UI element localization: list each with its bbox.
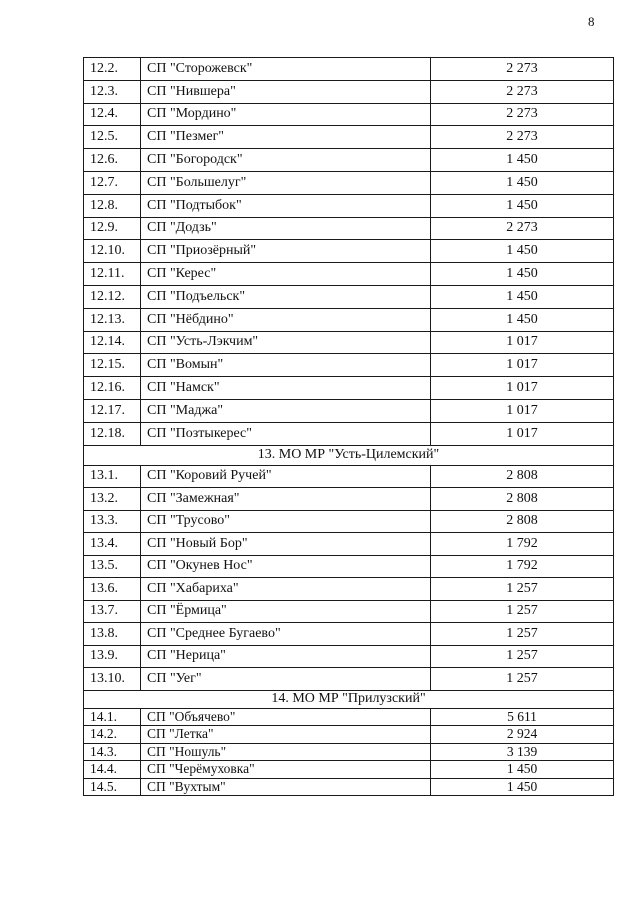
row-value: 2 273 [431,126,614,149]
settlement-name: СП "Вомын" [141,354,431,377]
settlement-name: СП "Подтыбок" [141,194,431,217]
section-header: 13. МО МР "Усть-Цилемский" [84,445,614,465]
table-row [84,149,614,172]
settlement-name: СП "Ёрмица" [141,600,431,623]
row-value: 1 792 [431,555,614,578]
row-value: 2 808 [431,510,614,533]
row-number: 12.11. [84,263,141,286]
row-number: 13.10. [84,668,141,691]
settlement-name: СП "Уег" [141,668,431,691]
table-row [84,331,614,354]
table-row [84,58,614,81]
section-header-row [84,690,614,708]
table-row [84,623,614,646]
row-value: 1 450 [431,778,614,796]
row-number: 12.3. [84,80,141,103]
table-row [84,578,614,601]
table-row [84,80,614,103]
table-row [84,708,614,726]
row-value: 3 139 [431,743,614,761]
row-number: 12.6. [84,149,141,172]
table-row [84,761,614,779]
settlement-name: СП "Нерица" [141,645,431,668]
row-number: 12.2. [84,58,141,81]
table-row [84,555,614,578]
table-row [84,778,614,796]
table-row [84,171,614,194]
row-value: 2 273 [431,58,614,81]
table-row [84,743,614,761]
settlement-name: СП "Замежная" [141,488,431,511]
row-number: 12.14. [84,331,141,354]
row-number: 14.2. [84,726,141,744]
table-row [84,600,614,623]
row-number: 12.9. [84,217,141,240]
table-row [84,533,614,556]
settlement-name: СП "Богородск" [141,149,431,172]
section-header-row [84,445,614,465]
settlement-name: СП "Черёмуховка" [141,761,431,779]
row-value: 1 450 [431,285,614,308]
row-number: 13.7. [84,600,141,623]
row-number: 12.4. [84,103,141,126]
settlement-name: СП "Окунев Нос" [141,555,431,578]
settlement-name: СП "Среднее Бугаево" [141,623,431,646]
settlement-name: СП "Пезмег" [141,126,431,149]
row-number: 13.6. [84,578,141,601]
table-row [84,240,614,263]
row-value: 1 450 [431,761,614,779]
row-value: 1 017 [431,331,614,354]
row-number: 12.16. [84,377,141,400]
row-value: 2 924 [431,726,614,744]
table-row [84,668,614,691]
settlement-name: СП "Объячево" [141,708,431,726]
settlement-name: СП "Нившера" [141,80,431,103]
table-row [84,726,614,744]
row-value: 5 611 [431,708,614,726]
table-row [84,217,614,240]
row-value: 1 017 [431,377,614,400]
row-value: 1 257 [431,645,614,668]
row-number: 14.4. [84,761,141,779]
section-header: 14. МО МР "Прилузский" [84,690,614,708]
table-body [84,58,614,796]
table-row [84,263,614,286]
row-number: 13.8. [84,623,141,646]
row-value: 1 450 [431,149,614,172]
table-row [84,645,614,668]
table-row [84,510,614,533]
table-row [84,126,614,149]
settlement-name: СП "Подъельск" [141,285,431,308]
table-row [84,422,614,445]
settlement-name: СП "Вухтым" [141,778,431,796]
table-row [84,377,614,400]
row-value: 1 450 [431,240,614,263]
row-value: 2 273 [431,217,614,240]
settlement-name: СП "Маджа" [141,399,431,422]
row-number: 12.10. [84,240,141,263]
settlement-name: СП "Приозёрный" [141,240,431,263]
row-number: 12.8. [84,194,141,217]
settlement-name: СП "Керес" [141,263,431,286]
settlement-name: СП "Большелуг" [141,171,431,194]
row-number: 12.15. [84,354,141,377]
table-row [84,354,614,377]
table-row [84,285,614,308]
settlement-name: СП "Хабариха" [141,578,431,601]
row-value: 1 450 [431,171,614,194]
settlement-name: СП "Позтыкерес" [141,422,431,445]
row-number: 12.12. [84,285,141,308]
row-value: 2 273 [431,103,614,126]
settlement-name: СП "Коровий Ручей" [141,465,431,488]
row-value: 1 450 [431,263,614,286]
row-value: 1 017 [431,399,614,422]
table-row [84,488,614,511]
row-number: 12.18. [84,422,141,445]
settlement-table [83,57,614,796]
table-row [84,103,614,126]
row-number: 13.5. [84,555,141,578]
row-number: 12.13. [84,308,141,331]
table-row [84,308,614,331]
row-number: 13.1. [84,465,141,488]
settlement-name: СП "Трусово" [141,510,431,533]
row-number: 13.4. [84,533,141,556]
row-value: 2 273 [431,80,614,103]
page-number: 8 [588,14,595,29]
row-number: 12.17. [84,399,141,422]
settlement-name: СП "Ношуль" [141,743,431,761]
table-row [84,399,614,422]
settlement-name: СП "Намск" [141,377,431,400]
table-row [84,465,614,488]
row-number: 12.5. [84,126,141,149]
row-value: 2 808 [431,488,614,511]
settlement-name: СП "Летка" [141,726,431,744]
table-row [84,194,614,217]
row-value: 1 450 [431,194,614,217]
row-number: 14.3. [84,743,141,761]
row-value: 1 257 [431,578,614,601]
row-value: 1 017 [431,354,614,377]
settlement-name: СП "Додзь" [141,217,431,240]
row-value: 1 017 [431,422,614,445]
settlement-name: СП "Мордино" [141,103,431,126]
row-value: 1 450 [431,308,614,331]
row-number: 13.9. [84,645,141,668]
row-value: 1 792 [431,533,614,556]
settlement-name: СП "Усть-Лэкчим" [141,331,431,354]
row-number: 14.5. [84,778,141,796]
row-value: 2 808 [431,465,614,488]
row-value: 1 257 [431,668,614,691]
row-number: 13.3. [84,510,141,533]
settlement-name: СП "Нёбдино" [141,308,431,331]
row-number: 12.7. [84,171,141,194]
row-number: 14.1. [84,708,141,726]
settlement-name: СП "Сторожевск" [141,58,431,81]
row-value: 1 257 [431,623,614,646]
row-number: 13.2. [84,488,141,511]
settlement-name: СП "Новый Бор" [141,533,431,556]
row-value: 1 257 [431,600,614,623]
